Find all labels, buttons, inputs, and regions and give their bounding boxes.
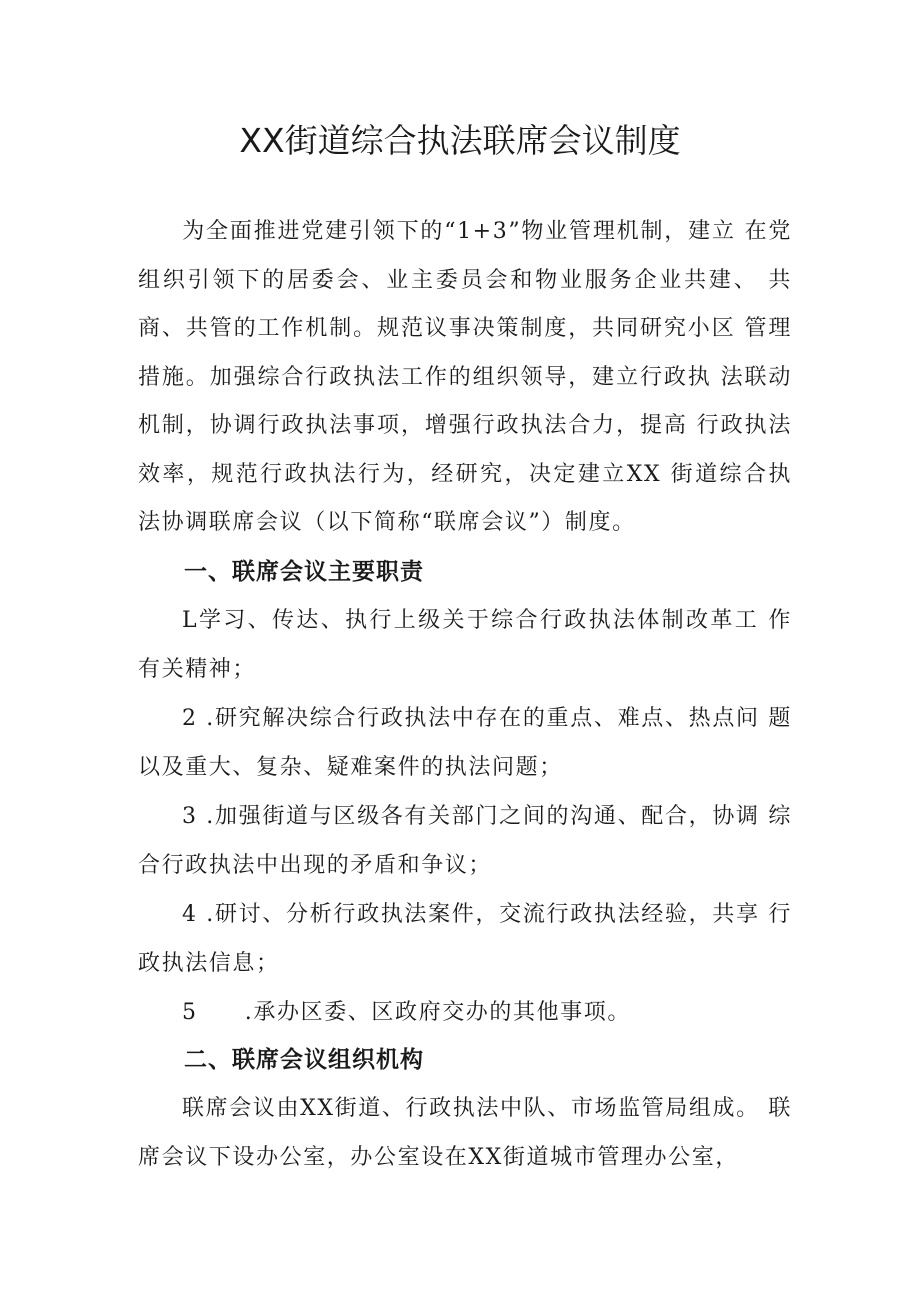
document-title: XX街道综合执法联席会议制度 [239,121,681,160]
duty-item-1-text: L学习、传达、执行上级关于综合行政执法体制改革工 作有关精神； [138,608,792,682]
duty-item-1 [138,597,792,694]
duty-item-3-text: 3 .加强街道与区级各有关部门之间的沟通、配合，协调 综合行政执法中出现的矛盾和争议； [138,804,792,878]
organization-paragraph [138,1085,792,1182]
duty-item-5 [138,989,792,1038]
intro-paragraph [138,208,792,548]
section1-heading: 一、联席会议主要职责 [184,559,424,585]
section2-heading: 二、联席会议组织机构 [184,1047,424,1073]
intro-text: 为全面推进党建引领下的“1+3”物业管理机制，建立 在党组织引领下的居委会、业主委员会和物业服务企业共建、 共商、共管的工作机制。规范议事决策制度，共同研究小区 管理措施。加强综合行政执法工作的组织领导，建立行政执 法联动机制，协调行政执法事项，增强行政执法合力，提高 行政执法效率，规范行政执法行为，经研究，决定建立XX 街道综合执法协调联席会议（以下简称“联席会议”）制度。 [138,219,792,535]
duty-item-4 [138,891,792,988]
duty-item-2-text: 2 .研究解决综合行政执法中存在的重点、难点、热点问 题以及重大、复杂、疑难案件的执法问题； [138,706,792,780]
organization-text: 联席会议由XX街道、行政执法中队、市场监管局组成。 联席会议下设办公室，办公室设在XX街道城市管理办公室， [138,1096,792,1170]
duty-item-5-text: 5 .承办区委、区政府交办的其他事项。 [182,1000,631,1025]
duty-item-2 [138,695,792,792]
duty-item-4-text: 4 .研讨、分析行政执法案件，交流行政执法经验，共享 行政执法信息； [138,902,792,976]
duty-item-3 [138,793,792,890]
